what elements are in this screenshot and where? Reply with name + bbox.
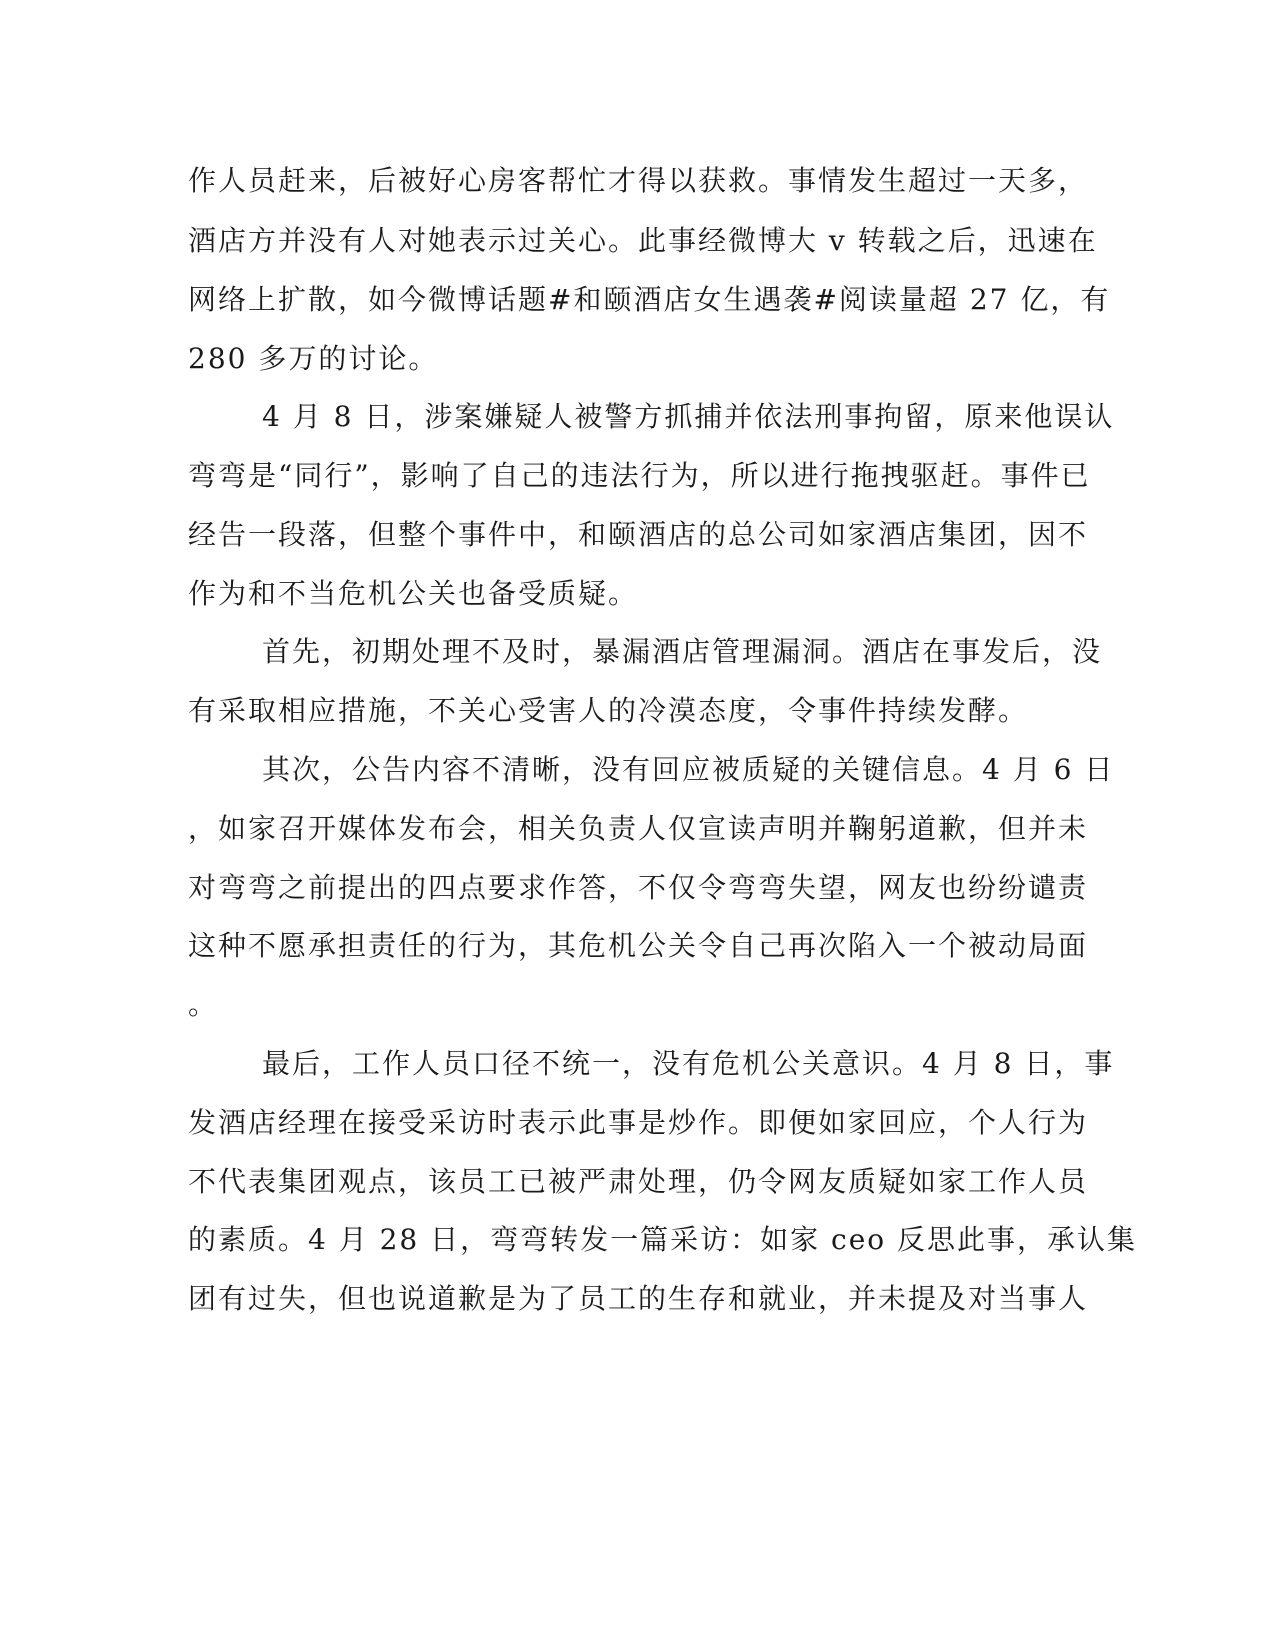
text-line: 的素质。4 月 28 日，弯弯转发一篇采访：如家 ceo 反思此事，承认集: [188, 1223, 1138, 1256]
text-line: 首先，初期处理不及时，暴漏酒店管理漏洞。酒店在事发后，没: [262, 635, 1103, 668]
text-line: 有采取相应措施，不关心受害人的冷漠态度，令事件持续发酵。: [188, 694, 1029, 727]
text-line: 这种不愿承担责任的行为，其危机公关令自己再次陷入一个被动局面: [188, 929, 1089, 962]
text-line: 团有过失，但也说道歉是为了员工的生存和就业，并未提及对当事人: [188, 1282, 1089, 1315]
text-line: 4 月 8 日，涉案嫌疑人被警方抓捕并依法刑事拘留，原来他误认: [262, 400, 1115, 433]
text-line: 弯弯是“同行”，影响了自己的违法行为，所以进行拖拽驱赶。事件已: [188, 459, 1091, 492]
text-line: 作为和不当危机公关也备受质疑。: [188, 577, 639, 610]
text-line: 280 多万的讨论。: [188, 342, 439, 375]
text-line: 网络上扩散，如今微博话题#和颐酒店女生遇袭#阅读量超 27 亿，有: [188, 283, 1111, 316]
text-line: 不代表集团观点，该员工已被严肃处理，仍令网友质疑如家工作人员: [188, 1165, 1089, 1198]
text-line: ，如家召开媒体发布会，相关负责人仅宣读声明并鞠躬道歉，但并未: [188, 812, 1089, 845]
text-line: 经告一段落，但整个事件中，和颐酒店的总公司如家酒店集团，因不: [188, 518, 1089, 551]
text-line: 酒店方并没有人对她表示过关心。此事经微博大 v 转载之后，迅速在: [188, 224, 1098, 257]
text-line: 最后，工作人员口径不统一，没有危机公关意识。4 月 8 日，事: [262, 1047, 1115, 1080]
text-line: 。: [188, 988, 219, 1021]
text-line: 发酒店经理在接受采访时表示此事是炒作。即便如家回应，个人行为: [188, 1106, 1089, 1139]
text-line: 其次，公告内容不清晰，没有回应被质疑的关键信息。4 月 6 日: [262, 753, 1115, 786]
text-line: 作人员赶来，后被好心房客帮忙才得以获救。事情发生超过一天多，: [188, 164, 1089, 197]
text-line: 对弯弯之前提出的四点要求作答，不仅令弯弯失望，网友也纷纷谴责: [188, 871, 1089, 904]
